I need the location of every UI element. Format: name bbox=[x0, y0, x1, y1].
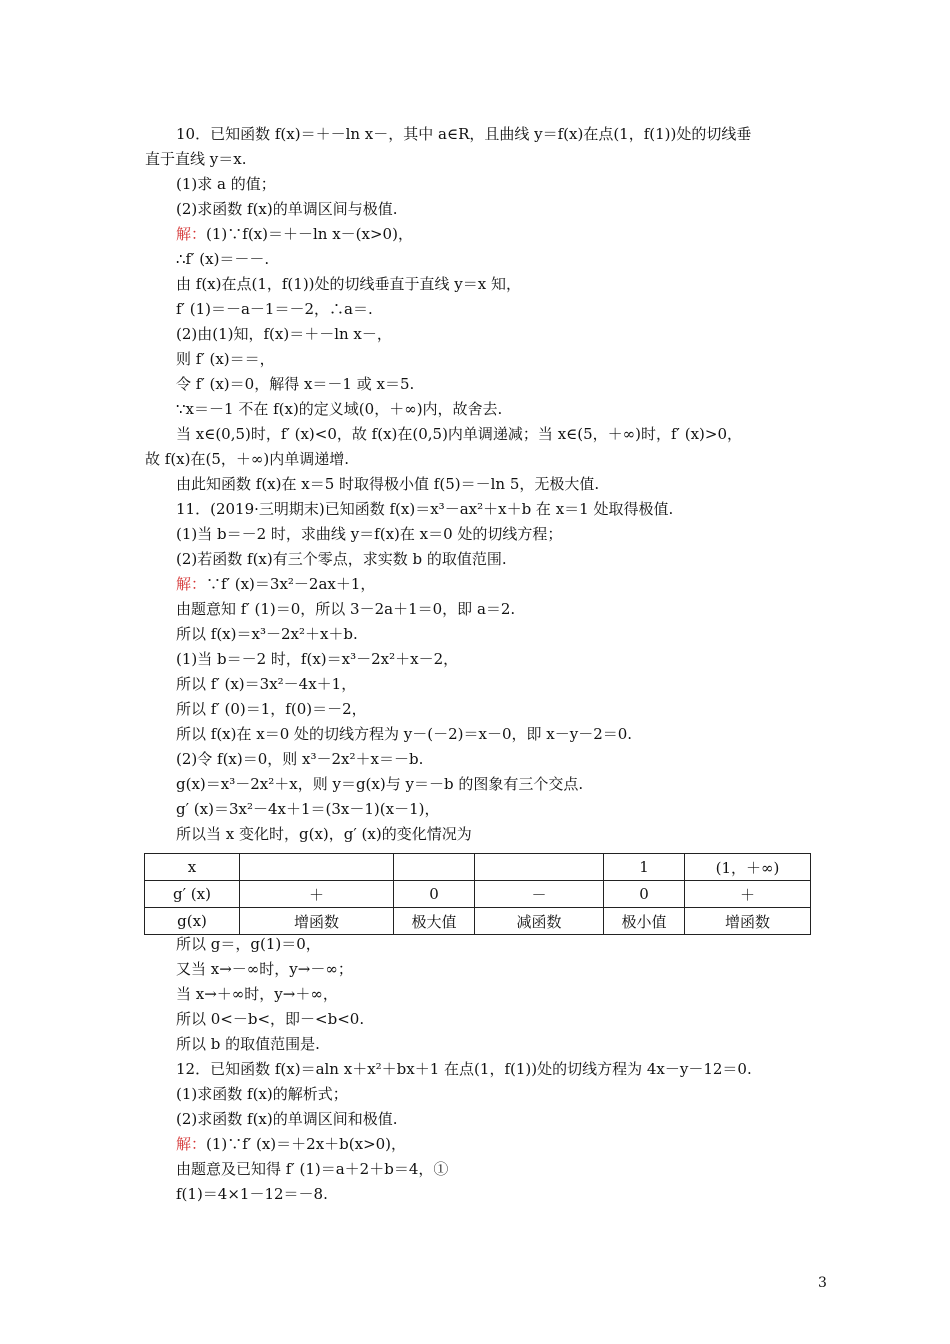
solution-line: 所以 0<－b<，即－<b<0. bbox=[176, 1010, 365, 1028]
variation-table bbox=[144, 853, 811, 935]
problem-10-statement: 10．已知函数 f(x)＝＋－ln x－，其中 a∈R，且曲线 y＝f(x)在点(1，f(1))处的切线垂 bbox=[176, 125, 752, 143]
solution-line: 所以 b 的取值范围是. bbox=[176, 1035, 320, 1053]
solution-line: 所以当 x 变化时，g(x)，g′ (x)的变化情况为 bbox=[176, 825, 472, 843]
solution-line: 又当 x→－∞时，y→－∞； bbox=[176, 960, 353, 978]
table-cell: g′ (x) bbox=[145, 881, 240, 908]
table-cell: 增函数 bbox=[240, 908, 394, 935]
table-cell: 0 bbox=[394, 881, 475, 908]
solution-label: 解： bbox=[176, 225, 207, 243]
table-cell bbox=[475, 854, 604, 881]
solution-line: 由题意及已知得 f′ (1)＝a＋2＋b＝4，① bbox=[176, 1160, 449, 1178]
solution-line: 由 f(x)在点(1，f(1))处的切线垂直于直线 y＝x 知， bbox=[176, 275, 522, 293]
table-cell: g(x) bbox=[145, 908, 240, 935]
table-cell: 极大值 bbox=[394, 908, 475, 935]
table-row bbox=[145, 908, 811, 935]
table-cell: (1，＋∞) bbox=[685, 854, 811, 881]
problem-11-part2: (2)若函数 f(x)有三个零点，求实数 b 的取值范围. bbox=[176, 550, 507, 568]
problem-12-statement: 12．已知函数 f(x)＝aln x＋x²＋bx＋1 在点(1，f(1))处的切线方程为 4x－y－12＝0. bbox=[176, 1060, 752, 1078]
table-cell: 1 bbox=[604, 854, 685, 881]
solution-line: 当 x→＋∞时，y→＋∞， bbox=[176, 985, 338, 1003]
solution-line: (2)令 f(x)＝0，则 x³－2x²＋x＝－b. bbox=[176, 750, 424, 768]
solution-line: 解：(1)∵f(x)＝＋－ln x－(x>0)， bbox=[176, 225, 413, 243]
solution-line: 所以 f(x)在 x＝0 处的切线方程为 y－(－2)＝x－0，即 x－y－2＝0. bbox=[176, 725, 633, 743]
solution-line: 令 f′ (x)＝0，解得 x＝－1 或 x＝5. bbox=[176, 375, 415, 393]
solution-line: 由此知函数 f(x)在 x＝5 时取得极小值 f(5)＝－ln 5，无极大值. bbox=[176, 475, 600, 493]
solution-line: 所以 f′ (x)＝3x²－4x＋1， bbox=[176, 675, 357, 693]
solution-line: ∴f′ (x)＝－－. bbox=[176, 250, 270, 268]
problem-10-statement-cont: 直于直线 y＝x. bbox=[145, 150, 247, 168]
solution-line: 当 x∈(0,5)时，f′ (x)<0，故 f(x)在(0,5)内单调递减；当 x∈(5，＋∞)时，f′ (x)>0， bbox=[176, 425, 743, 443]
solution-line: 故 f(x)在(5，＋∞)内单调递增. bbox=[145, 450, 349, 468]
solution-line: 所以 g＝，g(1)＝0， bbox=[176, 935, 321, 953]
problem-10-part1: (1)求 a 的值； bbox=[176, 175, 276, 193]
solution-line: g(x)＝x³－2x²＋x，则 y＝g(x)与 y＝－b 的图象有三个交点. bbox=[176, 775, 584, 793]
solution-line: g′ (x)＝3x²－4x＋1＝(3x－1)(x－1)， bbox=[176, 800, 440, 818]
solution-line: (2)由(1)知，f(x)＝＋－ln x－， bbox=[176, 325, 392, 343]
table-cell: 极小值 bbox=[604, 908, 685, 935]
solution-line: 由题意知 f′ (1)＝0，所以 3－2a＋1＝0，即 a＝2. bbox=[176, 600, 516, 618]
solution-line: 解：∵f′ (x)＝3x²－2ax＋1， bbox=[176, 575, 376, 593]
solution-line: 解：(1)∵f′ (x)＝＋2x＋b(x>0)， bbox=[176, 1135, 407, 1153]
solution-line: f′ (1)＝－a－1＝－2，∴a＝. bbox=[176, 300, 373, 318]
solution-line: f(1)＝4×1－12＝－8. bbox=[176, 1185, 328, 1203]
table-cell: ＋ bbox=[240, 881, 394, 908]
problem-12-part2: (2)求函数 f(x)的单调区间和极值. bbox=[176, 1110, 398, 1128]
solution-line: ∵x＝－1 不在 f(x)的定义域(0，＋∞)内，故舍去. bbox=[176, 400, 503, 418]
solution-line: (1)当 b＝－2 时，f(x)＝x³－2x²＋x－2， bbox=[176, 650, 459, 668]
table-cell: － bbox=[475, 881, 604, 908]
table-cell: x bbox=[145, 854, 240, 881]
problem-10-part2: (2)求函数 f(x)的单调区间与极值. bbox=[176, 200, 398, 218]
problem-12-part1: (1)求函数 f(x)的解析式； bbox=[176, 1085, 348, 1103]
table-cell bbox=[240, 854, 394, 881]
table-cell: ＋ bbox=[685, 881, 811, 908]
solution-line: 所以 f′ (0)＝1，f(0)＝－2， bbox=[176, 700, 367, 718]
solution-label: 解： bbox=[176, 575, 207, 593]
problem-11-part1: (1)当 b＝－2 时，求曲线 y＝f(x)在 x＝0 处的切线方程； bbox=[176, 525, 563, 543]
solution-line: 所以 f(x)＝x³－2x²＋x＋b. bbox=[176, 625, 358, 643]
table-cell: 0 bbox=[604, 881, 685, 908]
problem-11-statement: 11．(2019·三明期末)已知函数 f(x)＝x³－ax²＋x＋b 在 x＝1 处取得极值. bbox=[176, 500, 674, 518]
table-cell: 增函数 bbox=[685, 908, 811, 935]
table-row bbox=[145, 854, 811, 881]
table-row bbox=[145, 881, 811, 908]
table-cell bbox=[394, 854, 475, 881]
solution-label: 解： bbox=[176, 1135, 207, 1153]
page-number: 3 bbox=[818, 1275, 827, 1291]
solution-line: 则 f′ (x)＝＝， bbox=[176, 350, 275, 368]
table-cell: 减函数 bbox=[475, 908, 604, 935]
